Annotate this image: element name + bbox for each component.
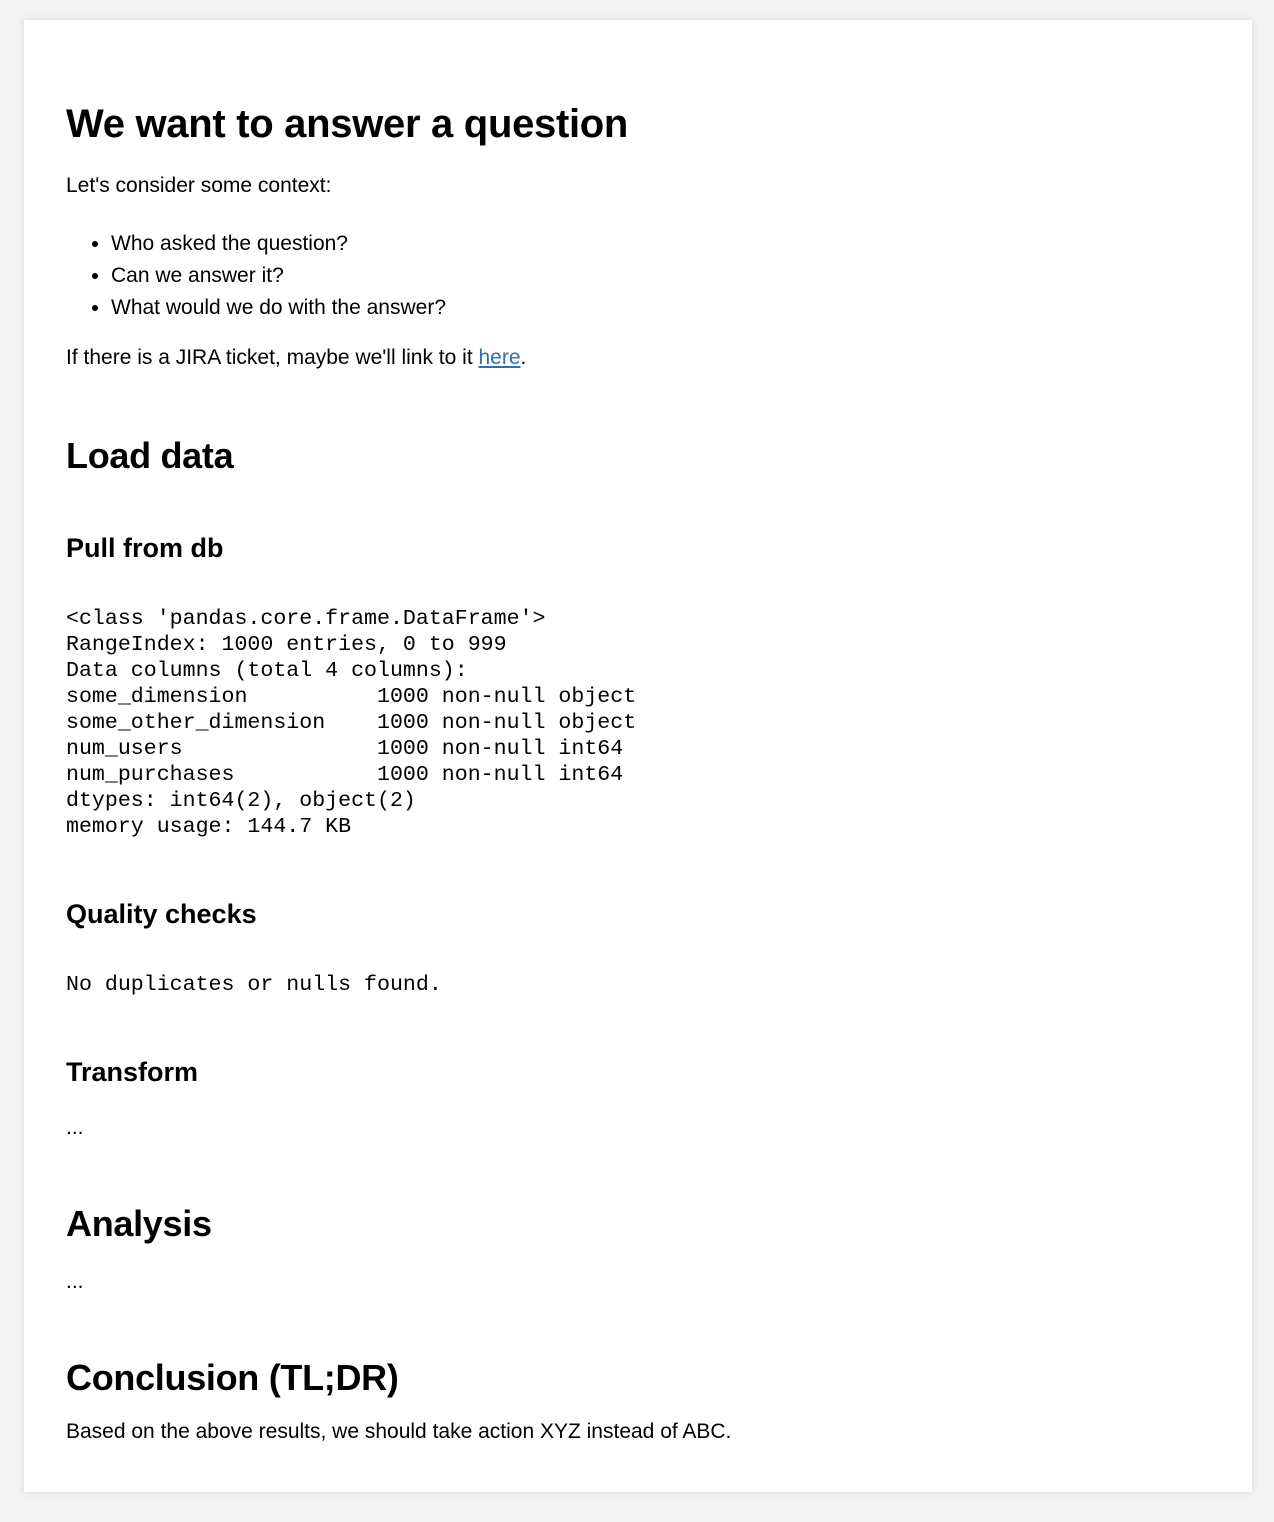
conclusion-body: Based on the above results, we should take action XYZ instead of ABC. bbox=[66, 1420, 732, 1443]
output-line: Data columns (total 4 columns): bbox=[66, 659, 468, 683]
pull-from-db-heading: Pull from db bbox=[66, 533, 224, 563]
output-line: num_users 1000 non-null int64 bbox=[66, 737, 624, 761]
list-item: • What would we do with the answer? bbox=[111, 292, 446, 324]
quality-checks-heading: Quality checks bbox=[66, 899, 257, 929]
transform-body: ... bbox=[66, 1116, 84, 1139]
list-item: • Can we answer it? bbox=[111, 260, 446, 292]
intro-text: Let's consider some context: bbox=[66, 174, 332, 197]
list-item: • Who asked the question? bbox=[111, 228, 446, 260]
conclusion-heading: Conclusion (TL;DR) bbox=[66, 1357, 399, 1398]
output-line: <class 'pandas.core.frame.DataFrame'> bbox=[66, 607, 546, 631]
jira-paragraph bbox=[66, 342, 526, 374]
analysis-body: ... bbox=[66, 1270, 84, 1293]
dataframe-info-output bbox=[66, 606, 636, 840]
quality-checks-output: No duplicates or nulls found. bbox=[66, 973, 442, 997]
analysis-heading: Analysis bbox=[66, 1203, 212, 1244]
output-line: num_purchases 1000 non-null int64 bbox=[66, 763, 624, 787]
load-data-heading: Load data bbox=[66, 435, 234, 476]
jira-suffix: . bbox=[520, 346, 527, 369]
output-line: dtypes: int64(2), object(2) bbox=[66, 789, 416, 813]
context-list bbox=[66, 228, 446, 324]
jira-link[interactable]: here bbox=[478, 346, 521, 369]
jira-prefix: If there is a JIRA ticket, maybe we'll link to it bbox=[66, 346, 479, 369]
page-title: We want to answer a question bbox=[66, 102, 629, 146]
output-line: memory usage: 144.7 KB bbox=[66, 815, 352, 839]
notebook-page bbox=[24, 20, 1252, 1492]
transform-heading: Transform bbox=[66, 1057, 199, 1087]
output-line: some_other_dimension 1000 non-null object bbox=[66, 711, 637, 735]
output-line: RangeIndex: 1000 entries, 0 to 999 bbox=[66, 633, 507, 657]
output-line: some_dimension 1000 non-null object bbox=[66, 685, 637, 709]
